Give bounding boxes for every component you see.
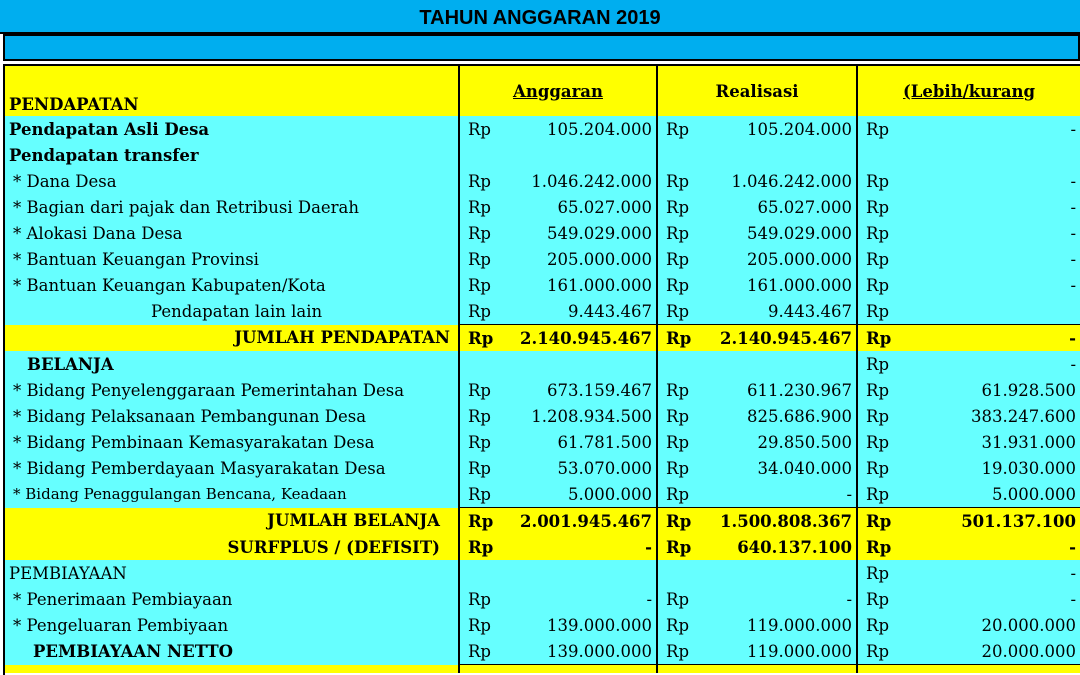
- currency: Rp: [857, 272, 895, 298]
- col-header-anggaran: Anggaran: [459, 66, 657, 116]
- row-label: * Bidang Pelaksanaan Pembangunan Desa: [5, 403, 459, 429]
- anggaran-value: 673.159.467: [497, 377, 657, 403]
- currency: Rp: [657, 377, 695, 403]
- total-row: [5, 508, 1080, 535]
- realisasi-value: 611.230.967: [695, 377, 857, 403]
- realisasi-value: 105.204.000: [695, 116, 857, 142]
- selisih-value: -: [895, 560, 1080, 586]
- realisasi-value: 205.000.000: [695, 246, 857, 272]
- currency: Rp: [459, 272, 497, 298]
- anggaran-value: 61.781.500: [497, 429, 657, 455]
- row-label: * Bantuan Keuangan Kabupaten/Kota: [5, 272, 459, 298]
- selisih-value: -: [895, 351, 1080, 377]
- row-label: Pendapatan lain lain: [5, 298, 459, 325]
- currency: Rp: [459, 194, 497, 220]
- currency: Rp: [657, 455, 695, 481]
- anggaran-value: 5.000.000: [497, 481, 657, 508]
- currency: Rp: [857, 560, 895, 586]
- table-row: [5, 455, 1080, 481]
- row-label: * Dana Desa: [5, 168, 459, 194]
- currency: Rp: [657, 116, 695, 142]
- row-label: * Bagian dari pajak dan Retribusi Daerah: [5, 194, 459, 220]
- row-label: * Pengeluaran Pembiyaan: [5, 612, 459, 638]
- currency: Rp: [857, 325, 895, 352]
- currency: Rp: [657, 403, 695, 429]
- currency: Rp: [459, 638, 497, 665]
- title-band: [3, 34, 1080, 61]
- row-label: * Bidang Penyelenggaraan Pemerintahan Desa: [5, 377, 459, 403]
- row-label: * Penerimaan Pembiayaan: [5, 586, 459, 612]
- selisih-value: 61.928.500: [895, 377, 1080, 403]
- currency: Rp: [657, 612, 695, 638]
- anggaran-value: 9.443.467: [497, 298, 657, 325]
- realisasi-value: 825.686.900: [695, 403, 857, 429]
- currency: Rp: [657, 325, 695, 352]
- currency: Rp: [459, 116, 497, 142]
- anggaran-value: 2.140.945.467: [497, 325, 657, 352]
- currency: Rp: [459, 481, 497, 508]
- currency: Rp: [459, 429, 497, 455]
- currency: Rp: [857, 403, 895, 429]
- selisih-value: 19.030.000: [895, 455, 1080, 481]
- currency: Rp: [459, 325, 497, 352]
- currency: Rp: [857, 194, 895, 220]
- row-label: PEMBIAYAAN: [5, 560, 459, 586]
- row-label: * Bidang Penaggulangan Bencana, Keadaan: [5, 481, 459, 508]
- table-row: [5, 246, 1080, 272]
- currency: Rp: [857, 586, 895, 612]
- currency: Rp: [857, 508, 895, 535]
- selisih-value: -: [895, 586, 1080, 612]
- currency: Rp: [657, 534, 695, 560]
- table-row: [5, 612, 1080, 638]
- currency: Rp: [657, 586, 695, 612]
- currency: Rp: [857, 481, 895, 508]
- row-label: Pendapatan transfer: [5, 142, 459, 168]
- currency: Rp: [657, 508, 695, 535]
- selisih-value: 20.000.000: [895, 612, 1080, 638]
- selisih-value: 383.247.600: [895, 403, 1080, 429]
- table-row: [5, 665, 1080, 674]
- selisih-value: [895, 298, 1080, 325]
- section-header-pendapatan: PENDAPATAN: [5, 66, 459, 116]
- currency: Rp: [857, 612, 895, 638]
- currency: Rp: [657, 298, 695, 325]
- currency: Rp: [857, 351, 895, 377]
- currency: Rp: [459, 534, 497, 560]
- table-header-row: [5, 66, 1080, 116]
- currency: Rp: [459, 508, 497, 535]
- table-row: [5, 429, 1080, 455]
- currency: Rp: [857, 534, 895, 560]
- anggaran-value: 65.027.000: [497, 194, 657, 220]
- currency: Rp: [459, 246, 497, 272]
- currency: Rp: [857, 638, 895, 665]
- table-row: [5, 298, 1080, 325]
- table-row: [5, 638, 1080, 665]
- currency: Rp: [459, 168, 497, 194]
- realisasi-value: -: [695, 481, 857, 508]
- row-label: PEMBIAYAAN NETTO: [5, 638, 459, 665]
- row-label: BELANJA: [5, 351, 459, 377]
- currency: Rp: [857, 220, 895, 246]
- selisih-value: 5.000.000: [895, 481, 1080, 508]
- budget-table: [3, 64, 1080, 675]
- total-row: [5, 534, 1080, 560]
- realisasi-value: 34.040.000: [695, 455, 857, 481]
- selisih-value: -: [895, 272, 1080, 298]
- table-row: [5, 168, 1080, 194]
- table-row: [5, 194, 1080, 220]
- row-label: JUMLAH PENDAPATAN: [5, 325, 459, 352]
- anggaran-value: 139.000.000: [497, 612, 657, 638]
- col-header-realisasi: Realisasi: [657, 66, 857, 116]
- anggaran-value: -: [497, 534, 657, 560]
- selisih-value: 31.931.000: [895, 429, 1080, 455]
- realisasi-value: 119.000.000: [695, 638, 857, 665]
- row-label: * Bantuan Keuangan Provinsi: [5, 246, 459, 272]
- realisasi-value: -: [695, 586, 857, 612]
- currency: Rp: [657, 638, 695, 665]
- selisih-value: -: [895, 534, 1080, 560]
- selisih-value: -: [895, 194, 1080, 220]
- anggaran-value: 161.000.000: [497, 272, 657, 298]
- currency: Rp: [857, 168, 895, 194]
- currency: Rp: [459, 377, 497, 403]
- table-row: [5, 142, 1080, 168]
- currency: Rp: [657, 168, 695, 194]
- currency: Rp: [857, 246, 895, 272]
- anggaran-value: 1.208.934.500: [497, 403, 657, 429]
- anggaran-value: -: [497, 586, 657, 612]
- currency: Rp: [657, 220, 695, 246]
- selisih-value: -: [895, 246, 1080, 272]
- anggaran-value: 53.070.000: [497, 455, 657, 481]
- realisasi-value: 549.029.000: [695, 220, 857, 246]
- realisasi-value: 1.500.808.367: [695, 508, 857, 535]
- realisasi-value: 9.443.467: [695, 298, 857, 325]
- currency: Rp: [459, 403, 497, 429]
- currency: Rp: [857, 377, 895, 403]
- row-label: JUMLAH BELANJA: [5, 508, 459, 535]
- currency: Rp: [459, 586, 497, 612]
- currency: Rp: [857, 116, 895, 142]
- anggaran-value: 205.000.000: [497, 246, 657, 272]
- currency: Rp: [657, 429, 695, 455]
- realisasi-value: 29.850.500: [695, 429, 857, 455]
- selisih-value: -: [895, 325, 1080, 352]
- anggaran-value: 549.029.000: [497, 220, 657, 246]
- realisasi-value: 119.000.000: [695, 612, 857, 638]
- realisasi-value: 161.000.000: [695, 272, 857, 298]
- table-row: [5, 586, 1080, 612]
- currency: Rp: [657, 272, 695, 298]
- currency: Rp: [459, 455, 497, 481]
- anggaran-value: 1.046.242.000: [497, 168, 657, 194]
- selisih-value: 20.000.000: [895, 638, 1080, 665]
- table-row: [5, 220, 1080, 246]
- table-row: [5, 351, 1080, 377]
- currency: Rp: [459, 298, 497, 325]
- row-label: * Bidang Pembinaan Kemasyarakatan Desa: [5, 429, 459, 455]
- table-row: [5, 377, 1080, 403]
- realisasi-value: 2.140.945.467: [695, 325, 857, 352]
- realisasi-value: 1.046.242.000: [695, 168, 857, 194]
- currency: Rp: [657, 481, 695, 508]
- row-label: Pendapatan Asli Desa: [5, 116, 459, 142]
- page-title: TAHUN ANGGARAN 2019: [0, 0, 1080, 34]
- selisih-value: -: [895, 168, 1080, 194]
- anggaran-value: 105.204.000: [497, 116, 657, 142]
- table-row: [5, 403, 1080, 429]
- table-row: [5, 272, 1080, 298]
- currency: Rp: [657, 246, 695, 272]
- anggaran-value: 139.000.000: [497, 638, 657, 665]
- selisih-value: 501.137.100: [895, 508, 1080, 535]
- currency: Rp: [857, 455, 895, 481]
- currency: Rp: [459, 220, 497, 246]
- selisih-value: -: [895, 220, 1080, 246]
- currency: Rp: [857, 429, 895, 455]
- currency: Rp: [459, 612, 497, 638]
- total-row: [5, 325, 1080, 352]
- table-row: [5, 560, 1080, 586]
- row-label: SURFPLUS / (DEFISIT): [5, 534, 459, 560]
- realisasi-value: 640.137.100: [695, 534, 857, 560]
- anggaran-value: 2.001.945.467: [497, 508, 657, 535]
- row-label: * Alokasi Dana Desa: [5, 220, 459, 246]
- col-header-selisih: (Lebih/kurang: [857, 66, 1080, 116]
- row-label: * Bidang Pemberdayaan Masyarakatan Desa: [5, 455, 459, 481]
- table-row: [5, 481, 1080, 508]
- selisih-value: -: [895, 116, 1080, 142]
- currency: Rp: [857, 298, 895, 325]
- table-row: [5, 116, 1080, 142]
- currency: Rp: [657, 194, 695, 220]
- realisasi-value: 65.027.000: [695, 194, 857, 220]
